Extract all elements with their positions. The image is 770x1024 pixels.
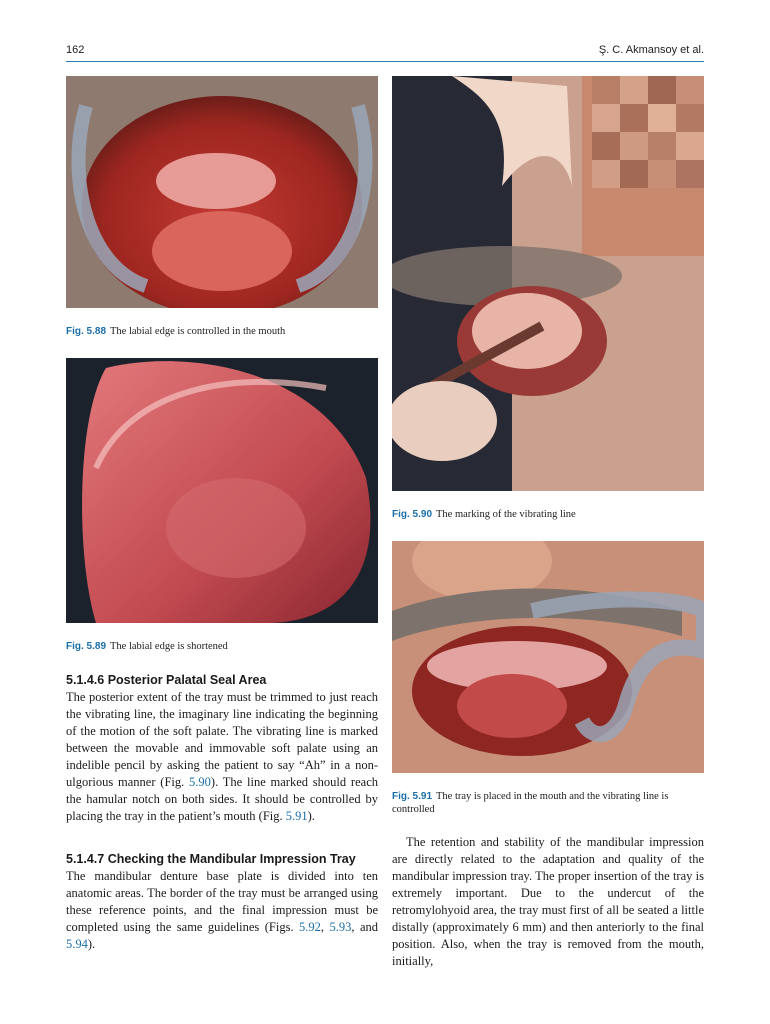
text: , and: [351, 920, 378, 934]
caption-text: The marking of the vibrating line: [436, 509, 576, 520]
figure-label: Fig. 5.91: [392, 791, 433, 802]
figure-reference-link[interactable]: 5.92: [299, 920, 321, 934]
text: ). The line marked should reach the hamular notch on both sides. It should be controlled by placing the tray in the patient’s mouth (Fig.: [66, 775, 378, 823]
text: The posterior extent of the tray must be trimmed to just reach the vibrating line, the imaginary line indicating the beginning of the motion of the soft palate. The vibrating line is marked between the movable and immovable soft palate using an indelible pencil by asking the patient to say “Ah” in a non-ulgorious manner (Fig.: [66, 690, 378, 789]
figure-reference-link[interactable]: 5.94: [66, 937, 88, 951]
figure-5-91-caption: [392, 790, 704, 816]
text: ,: [320, 920, 325, 934]
figure-5-88-caption: [66, 325, 378, 338]
figure-5-90-photo: [392, 76, 704, 491]
text: ).: [307, 809, 315, 823]
caption-text: The tray is placed in the mouth and the vibrating line is controlled: [392, 791, 669, 815]
tray-in-mouth-image: [392, 541, 704, 773]
paragraph-mandibular-impression-retention: [392, 834, 704, 970]
figure-5-91-photo: [392, 541, 704, 773]
figure-label: Fig. 5.88: [66, 326, 107, 337]
caption-text: The labial edge is shortened: [110, 641, 228, 652]
figure-label: Fig. 5.89: [66, 641, 107, 652]
caption-text: The labial edge is controlled in the mouth: [110, 326, 286, 337]
paragraph-text: The retention and stability of the mandibular impression are directly related to the adaptation and quality of the mandibular impression tray. The proper insertion of the tray is extremely important. Due to the undercut of the retromylohyoid area, the tray must first of all be seated a little distally (approximately 6 mm) and then anteriorly to the final position. Also, when the tray is removed from the mouth, initially,: [392, 835, 704, 968]
palate-tray-image: [66, 358, 378, 623]
paragraph-posterior-palatal-seal: [66, 689, 378, 825]
figure-5-89-caption: [66, 640, 378, 653]
paragraph-checking-mandibular-tray: [66, 868, 378, 953]
vibrating-line-marking-image: [392, 76, 704, 491]
figure-5-88-photo: [66, 76, 378, 308]
figure-reference-link[interactable]: 5.90: [189, 775, 211, 789]
figure-reference-link[interactable]: 5.91: [285, 809, 308, 823]
section-heading-checking-mandibular-tray: 5.1.4.7 Checking the Mandibular Impression Tray: [66, 852, 356, 866]
open-mouth-retractor-image: [66, 76, 378, 308]
figure-5-89-photo: [66, 358, 378, 623]
text: The mandibular denture base plate is divided into ten anatomic areas. The border of the tray must be arranged using these reference points, and the final impression must be completed using the same guidelines (Figs.: [66, 869, 378, 934]
running-header-authors: Ş. C. Akmansoy et al.: [598, 44, 704, 56]
figure-reference-link[interactable]: 5.93: [329, 920, 352, 934]
figure-label: Fig. 5.90: [392, 509, 433, 520]
figure-5-90-caption: [392, 508, 704, 521]
text: ).: [87, 937, 96, 951]
section-heading-posterior-palatal-seal: 5.1.4.6 Posterior Palatal Seal Area: [66, 673, 267, 687]
page-number: 162: [66, 44, 85, 56]
header-rule: [66, 61, 704, 62]
